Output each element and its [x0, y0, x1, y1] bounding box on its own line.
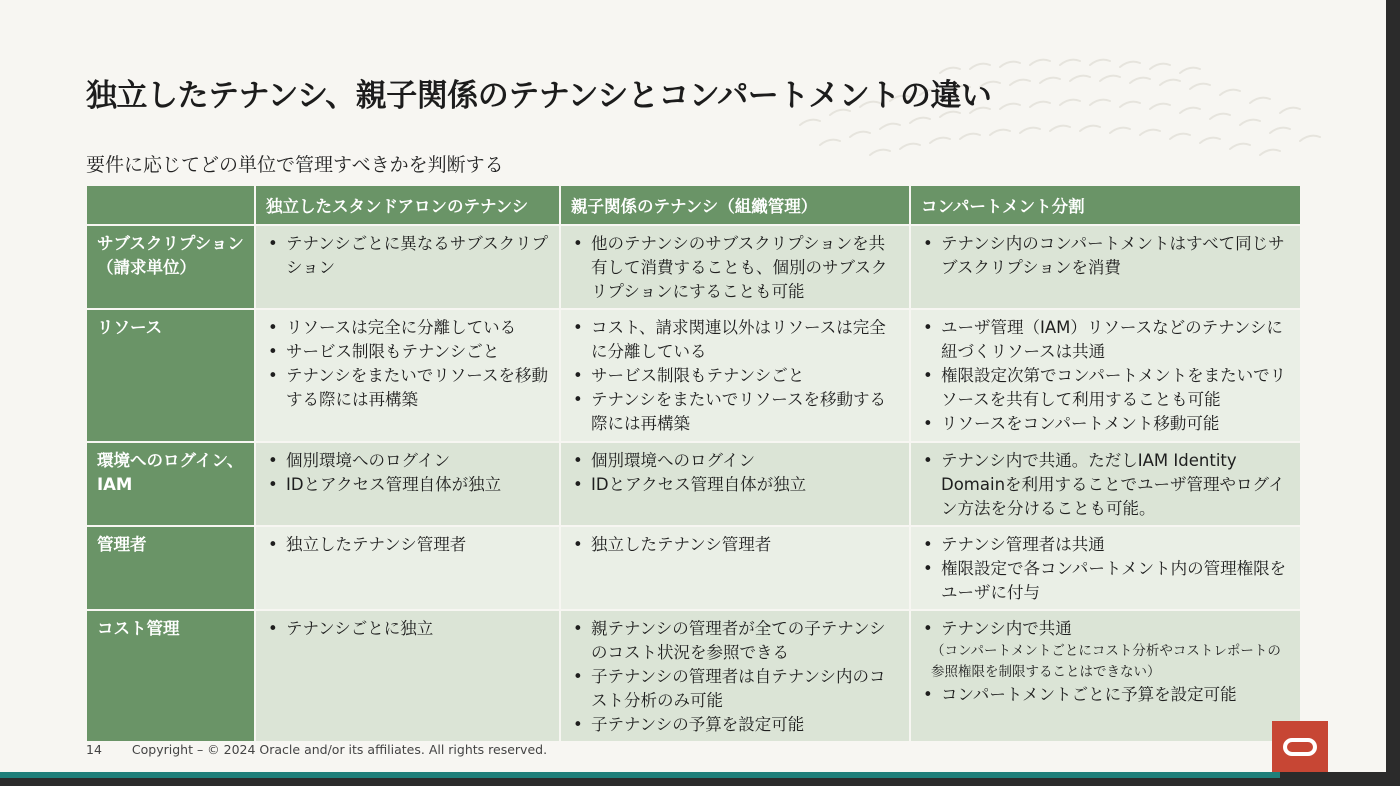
list-item: • 子テナンシの予算を設定可能 — [569, 713, 901, 737]
table-cell — [911, 527, 1300, 609]
list-item: • IDとアクセス管理自体が独立 — [569, 473, 901, 497]
list-item: • 独立したテナンシ管理者 — [264, 533, 551, 557]
table-cell — [256, 527, 559, 609]
footer — [86, 742, 547, 757]
list-item: • テナンシ内のコンパートメントはすべて同じサブスクリプションを消費 — [919, 232, 1292, 280]
table-cell — [256, 226, 559, 308]
oracle-ring-icon — [1283, 738, 1317, 756]
list-item: • リソースをコンパートメント移動可能 — [919, 412, 1292, 436]
row-label-resources: リソース — [87, 310, 254, 441]
list-item: • 子テナンシの管理者は自テナンシ内のコスト分析のみ可能 — [569, 665, 901, 713]
table-cell — [561, 527, 909, 609]
copyright-text: Copyright – © 2024 Oracle and/or its affiliates. All rights reserved. — [131, 742, 548, 757]
list-item: • テナンシごとに異なるサブスクリプション — [264, 232, 551, 280]
table-cell — [911, 611, 1300, 741]
list-item: • 他のテナンシのサブスクリプションを共有して消費することも、個別のサブスクリプションにすることも可能 — [569, 232, 901, 304]
row-label-subscription: サブスクリプション（請求単位） — [87, 226, 254, 308]
table-row — [87, 310, 1300, 441]
table-cell — [256, 310, 559, 441]
teal-accent-bar — [0, 772, 1280, 778]
list-item: • テナンシ管理者は共通 — [919, 533, 1292, 557]
list-item: • 独立したテナンシ管理者 — [569, 533, 901, 557]
header-parent-child-tenancy: 親子関係のテナンシ（組織管理） — [561, 186, 909, 224]
list-item: • 権限設定次第でコンパートメントをまたいでリソースを共有して利用することも可能 — [919, 364, 1292, 412]
list-item: • テナンシごとに独立 — [264, 617, 551, 641]
list-item: • IDとアクセス管理自体が独立 — [264, 473, 551, 497]
list-item: • 親テナンシの管理者が全ての子テナンシのコスト状況を参照できる — [569, 617, 901, 665]
table-cell — [561, 310, 909, 441]
list-item: • テナンシ内で共通 — [919, 617, 1292, 641]
table-row — [87, 611, 1300, 741]
list-item: • コンパートメントごとに予算を設定可能 — [919, 683, 1292, 707]
cost-note: （コンパートメントごとにコスト分析やコストレポートの参照権限を制限することはできない） — [931, 643, 1281, 680]
table-cell — [911, 226, 1300, 308]
list-item: • 個別環境へのログイン — [569, 449, 901, 473]
table-cell — [561, 226, 909, 308]
row-label-login-iam: 環境へのログイン、IAM — [87, 443, 254, 525]
table-header-row — [87, 186, 1300, 224]
row-label-administrator: 管理者 — [87, 527, 254, 609]
page-number: 14 — [86, 742, 102, 757]
window-edge-right — [1386, 0, 1400, 786]
header-standalone-tenancy: 独立したスタンドアロンのテナンシ — [256, 186, 559, 224]
list-item: • 権限設定で各コンパートメント内の管理権限をユーザに付与 — [919, 557, 1292, 605]
list-item: • テナンシをまたいでリソースを移動する際には再構築 — [569, 388, 901, 436]
table-row — [87, 443, 1300, 525]
table-cell — [256, 611, 559, 741]
row-label-cost-management: コスト管理 — [87, 611, 254, 741]
oracle-logo-icon — [1272, 721, 1328, 772]
list-item: • コスト、請求関連以外はリソースは完全に分離している — [569, 316, 901, 364]
page-subtitle: 要件に応じてどの単位で管理すべきかを判断する — [86, 154, 504, 176]
comparison-table — [85, 184, 1302, 743]
table-cell — [256, 443, 559, 525]
table-row — [87, 226, 1300, 308]
table-cell — [561, 611, 909, 741]
list-item: • サービス制限もテナンシごと — [569, 364, 901, 388]
table-cell — [911, 310, 1300, 441]
header-compartment: コンパートメント分割 — [911, 186, 1300, 224]
header-corner — [87, 186, 254, 224]
list-item: • ユーザ管理（IAM）リソースなどのテナンシに紐づくリソースは共通 — [919, 316, 1292, 364]
list-item: • サービス制限もテナンシごと — [264, 340, 551, 364]
list-item: • リソースは完全に分離している — [264, 316, 551, 340]
table-row — [87, 527, 1300, 609]
table-cell — [561, 443, 909, 525]
page-title: 独立したテナンシ、親子関係のテナンシとコンパートメントの違い — [86, 78, 992, 114]
list-item: • テナンシ内で共通。ただしIAM Identity Domainを利用することでユーザ管理やログイン方法を分けることも可能。 — [919, 449, 1292, 521]
table-cell — [911, 443, 1300, 525]
list-item: • テナンシをまたいでリソースを移動する際には再構築 — [264, 364, 551, 412]
list-item: • 個別環境へのログイン — [264, 449, 551, 473]
